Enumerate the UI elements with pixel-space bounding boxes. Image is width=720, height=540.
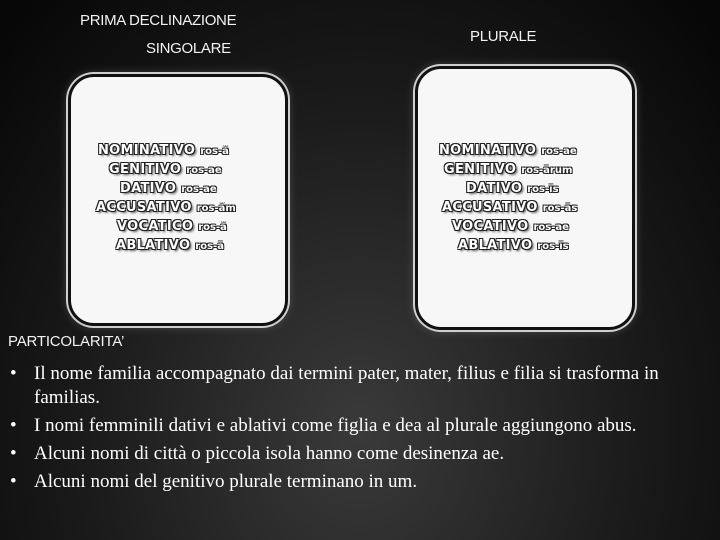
bullet-icon: •: [10, 363, 17, 384]
case-ending: ros-ā: [195, 241, 224, 252]
singular-row-dativo: [120, 179, 217, 197]
case-label: ACCUSATIVO: [442, 200, 538, 215]
bullet-text: Alcuni nomi di città o piccola isola hanno come desinenza ae.: [34, 443, 505, 464]
singular-row-vocatico: [117, 217, 227, 235]
case-label: ABLATIVO: [458, 238, 533, 253]
list-item: [10, 442, 710, 466]
bullet-icon: •: [10, 443, 17, 464]
plural-card: [415, 66, 635, 330]
plural-row-genitivo: [444, 160, 572, 178]
bullet-text: Il nome familia accompagnato dai termini pater, mater, filius e filia si trasforma in familias.: [34, 363, 659, 408]
case-ending: ros-ae: [181, 184, 217, 195]
case-ending: ros-ăm: [196, 203, 236, 214]
case-label: GENITIVO: [444, 162, 517, 177]
plural-row-nominativo: [439, 141, 577, 159]
case-ending: ros-ă: [200, 146, 229, 157]
singular-row-nominativo: [98, 141, 229, 159]
plural-row-dativo: [466, 179, 559, 197]
declension-title: PRIMA DECLINAZIONE: [80, 12, 237, 29]
case-label: VOCATICO: [117, 219, 194, 234]
list-item: [10, 362, 710, 410]
list-item: [10, 470, 710, 494]
plural-heading: PLURALE: [470, 28, 537, 45]
case-ending: ros-īs: [527, 184, 559, 195]
singular-heading: SINGOLARE: [146, 40, 231, 57]
plural-row-vocativo: [452, 217, 569, 235]
singular-case-list: [71, 77, 285, 323]
plural-case-list: [418, 69, 632, 327]
case-label: DATIVO: [120, 181, 177, 196]
bullet-text: I nomi femminili dativi e ablativi come figlia e dea al plurale aggiungono abus.: [34, 415, 637, 436]
plural-row-accusativo: [442, 198, 577, 216]
plural-row-ablativo: [458, 236, 569, 254]
case-label: ABLATIVO: [116, 238, 191, 253]
singular-row-genitivo: [109, 160, 222, 178]
case-ending: ros-ae: [533, 222, 569, 233]
bullet-icon: •: [10, 471, 17, 492]
case-ending: ros-ae: [541, 146, 577, 157]
singular-card: [68, 74, 288, 326]
bullet-text: Alcuni nomi del genitivo plurale terminano in um.: [34, 471, 418, 492]
case-label: NOMINATIVO: [439, 143, 537, 158]
list-item: [10, 414, 710, 438]
case-label: NOMINATIVO: [98, 143, 196, 158]
case-ending: ros-ae: [186, 165, 222, 176]
case-label: GENITIVO: [109, 162, 182, 177]
case-label: DATIVO: [466, 181, 523, 196]
case-ending: ros-ās: [542, 203, 578, 214]
case-label: ACCUSATIVO: [96, 200, 192, 215]
case-ending: ros-īs: [537, 241, 569, 252]
particularities-list: [10, 362, 710, 498]
case-ending: ros-ă: [198, 222, 227, 233]
particularities-heading: PARTICOLARITA’: [8, 333, 125, 350]
singular-row-ablativo: [116, 236, 224, 254]
case-label: VOCATIVO: [452, 219, 529, 234]
case-ending: ros-ārum: [521, 165, 573, 176]
singular-row-accusativo: [96, 198, 236, 216]
bullet-icon: •: [10, 415, 17, 436]
